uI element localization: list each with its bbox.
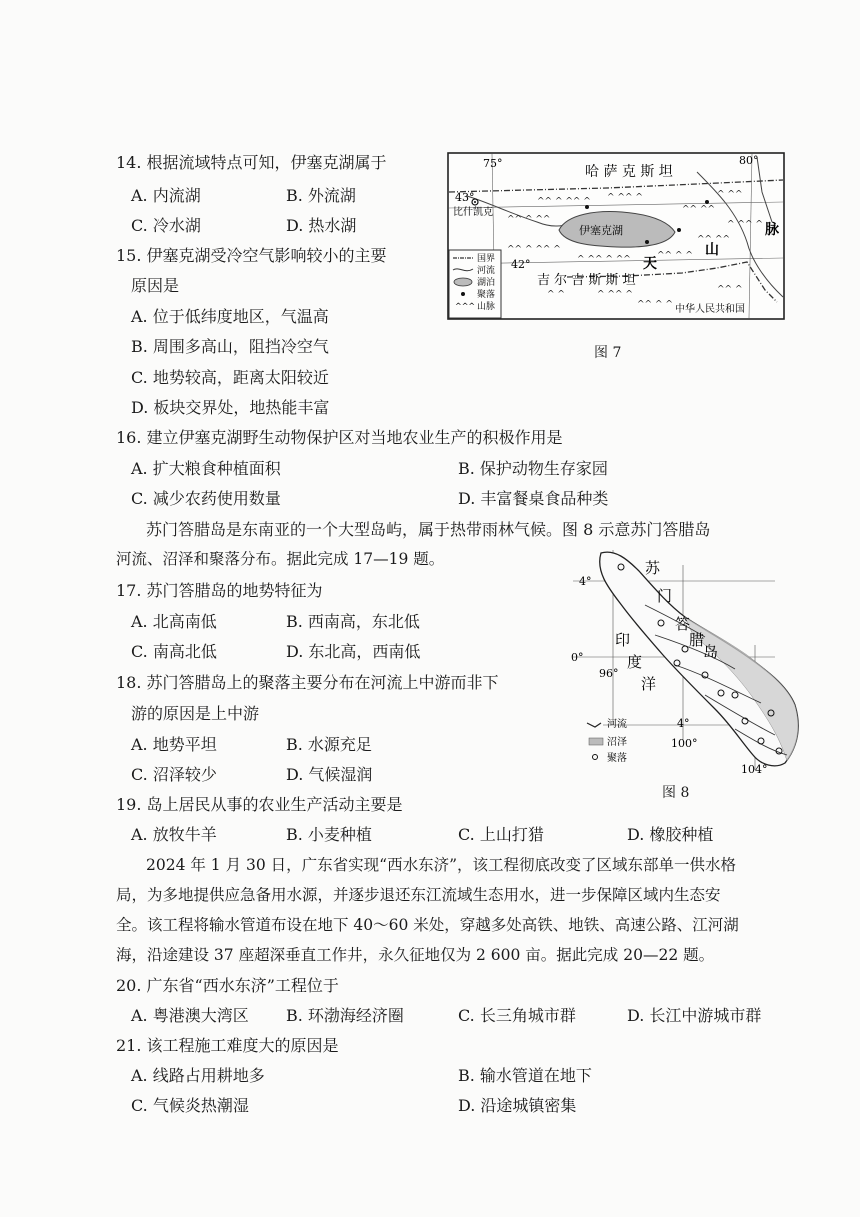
fig8-dao: 岛 — [703, 643, 719, 661]
fig8-legend-settlement: 聚落 — [607, 753, 627, 764]
svg-text:^ ^^ ^: ^ ^^ ^ — [597, 290, 633, 300]
fig8-men: 门 — [657, 587, 673, 605]
fig7-lake-label: 伊塞克湖 — [579, 224, 623, 237]
q15-stem-line1: 15. 伊塞克湖受冷空气影响较小的主要 — [116, 246, 387, 265]
q15-option-d: D. 板块交界处，地热能丰富 — [131, 398, 330, 417]
fig8-su: 苏 — [645, 559, 661, 577]
fig8-lon104: 104° — [741, 763, 768, 776]
q14-option-b: B. 外流湖 — [286, 186, 356, 205]
fig7-lat43: 43° — [455, 191, 475, 204]
fig8-lon96: 96° — [599, 667, 619, 680]
svg-text:^ ^^ ^: ^ ^^ ^ — [607, 193, 643, 203]
settlement-3 — [705, 200, 709, 204]
fig7-shan: 山 — [705, 242, 719, 258]
fig8-lon100: 100° — [671, 737, 698, 750]
q17-option-a: A. 北高南低 — [131, 612, 217, 631]
svg-text:^^ ^ ^: ^^ ^ ^ — [637, 300, 673, 310]
passage2-line3: 全。该工程将输水管道布设在地下 40～60 米处，穿越多处高铁、地铁、高速公路、江河湖 — [116, 916, 739, 934]
fig8-legend-settlement-symbol — [593, 755, 598, 760]
legend-lake-symbol — [454, 278, 472, 286]
q21-stem: 21. 该工程施工难度大的原因是 — [116, 1036, 339, 1055]
fig7-tian: 天 — [643, 256, 657, 272]
q17-stem: 17. 苏门答腊岛的地势特征为 — [116, 581, 323, 600]
q16-stem: 16. 建立伊塞克湖野生动物保护区对当地农业生产的积极作用是 — [116, 428, 563, 447]
svg-text:^ ^^ ^ ^^: ^ ^^ ^ ^^ — [577, 255, 631, 265]
q15-option-b: B. 周围多高山，阻挡冷空气 — [131, 337, 329, 356]
passage2-line1: 2024 年 1 月 30 日，广东省实现“西水东济”，该工程彻底改变了区域东部单一供水格 — [146, 856, 737, 874]
fig8-lat0: 0° — [571, 651, 584, 664]
q17-option-d: D. 东北高，西南低 — [286, 642, 421, 661]
fig8-legend-swamp-symbol — [589, 738, 603, 745]
settlement-1 — [677, 228, 681, 232]
q21-option-a: A. 线路占用耕地多 — [131, 1066, 265, 1085]
svg-text:^^ ^ ^: ^^ ^ ^ — [657, 251, 693, 261]
q19-option-c: C. 上山打猎 — [458, 825, 544, 844]
q18-option-a: A. 地势平坦 — [131, 735, 217, 754]
q21-option-c: C. 气候炎热潮湿 — [131, 1096, 249, 1115]
fig8-legend-river-symbol — [587, 723, 601, 727]
figure7-map — [447, 152, 785, 322]
fig7-legend-river: 河流 — [477, 266, 496, 276]
figure7-caption: 图 7 — [594, 345, 622, 361]
q18-option-c: C. 沼泽较少 — [131, 765, 217, 784]
fig8-yin: 印 — [615, 631, 631, 649]
fig8-da: 答 — [675, 615, 691, 633]
fig8-legend-river: 河流 — [607, 719, 627, 730]
fig7-legend-mountain: 山脉 — [477, 302, 496, 312]
q19-option-b: B. 小麦种植 — [286, 825, 372, 844]
q18-option-b: B. 水源充足 — [286, 735, 372, 754]
q15-option-a: A. 位于低纬度地区，气温高 — [131, 307, 329, 326]
q19-stem: 19. 岛上居民从事的农业生产活动主要是 — [116, 795, 403, 814]
svg-text:^^ ^ ^^ ^: ^^ ^ ^^ ^ — [537, 197, 591, 207]
fig7-mai: 脉 — [765, 222, 779, 238]
q18-option-d: D. 气候湿润 — [286, 765, 373, 784]
svg-text:^ ^: ^ ^ — [547, 290, 565, 300]
passage1-line1: 苏门答腊岛是东南亚的一个大型岛屿，属于热带雨林气候。图 8 示意苏门答腊岛 — [146, 520, 711, 539]
fig8-legend-swamp: 沼泽 — [607, 737, 627, 748]
passage1-line2: 河流、沼泽和聚落分布。据此完成 17—19 题。 — [116, 550, 445, 568]
svg-text:^^ ^: ^^ ^ — [717, 285, 743, 295]
fig7-kyrgyzstan: 吉 尔 吉 斯 斯 坦 — [537, 273, 636, 288]
q16-option-a: A. 扩大粮食种植面积 — [131, 459, 281, 478]
passage2-line2: 局，为多地提供应急备用水源，并逐步退还东江流域生态用水，进一步保障区域内生态安 — [116, 886, 721, 904]
q18-stem-line2: 游的原因是上中游 — [131, 704, 260, 723]
fig8-lat4s: 4° — [677, 717, 690, 730]
q16-option-c: C. 减少农药使用数量 — [131, 489, 281, 508]
passage2-line4: 海，沿途建设 37 座超深垂直工作井，永久征地仅为 2 600 亩。据此完成 20—22 题。 — [116, 946, 715, 964]
svg-text:^ ^^: ^ ^^ — [717, 190, 743, 200]
fig8-lat4n: 4° — [579, 575, 592, 588]
q16-option-d: D. 丰富餐桌食品种类 — [458, 489, 609, 508]
legend-settlement-symbol — [461, 292, 465, 296]
fig7-lat42: 42° — [511, 258, 531, 271]
svg-text:^^ ^^: ^^ ^^ — [697, 235, 731, 245]
q20-option-c: C. 长三角城市群 — [458, 1006, 576, 1025]
q21-option-b: B. 输水管道在地下 — [458, 1066, 592, 1085]
q20-option-a: A. 粤港澳大湾区 — [131, 1006, 249, 1025]
fig7-legend-lake: 湖泊 — [477, 278, 496, 288]
q19-option-a: A. 放牧牛羊 — [131, 825, 217, 844]
svg-text:^ ^^ ^: ^ ^^ ^ — [727, 220, 763, 230]
figure8-map — [565, 545, 805, 777]
q15-stem-line2: 原因是 — [131, 276, 180, 295]
svg-text:^^ ^^: ^^ ^^ — [682, 205, 716, 215]
q19-option-d: D. 橡胶种植 — [627, 825, 714, 844]
q18-stem-line1: 18. 苏门答腊岛上的聚落主要分布在河流上中游而非下 — [116, 673, 499, 692]
settlement-2 — [645, 240, 649, 244]
q17-option-c: C. 南高北低 — [131, 642, 217, 661]
q20-option-b: B. 环渤海经济圈 — [286, 1006, 404, 1025]
svg-text:^^ ^ ^^: ^^ ^ ^^ — [507, 215, 551, 225]
svg-text:^^ ^ ^^ ^: ^^ ^ ^^ ^ — [507, 245, 561, 255]
fig7-china: 中华人民共和国 — [675, 304, 745, 315]
q16-option-b: B. 保护动物生存家园 — [458, 459, 608, 478]
q14-option-c: C. 冷水湖 — [131, 216, 201, 235]
q20-stem: 20. 广东省“西水东济”工程位于 — [116, 976, 339, 995]
q15-option-c: C. 地势较高，距离太阳较近 — [131, 368, 329, 387]
fig7-kazakhstan: 哈 萨 克 斯 坦 — [585, 164, 673, 180]
fig7-lon75: 75° — [483, 157, 503, 170]
fig8-yang: 洋 — [641, 675, 657, 693]
q14-option-a: A. 内流湖 — [131, 186, 201, 205]
q21-option-d: D. 沿途城镇密集 — [458, 1096, 577, 1115]
q17-option-b: B. 西南高，东北低 — [286, 612, 420, 631]
fig7-legend-border: 国界 — [477, 254, 496, 264]
fig7-bishkek: 比什凯克 — [453, 207, 493, 218]
fig7-legend-settlement: 聚落 — [477, 290, 496, 300]
q20-option-d: D. 长江中游城市群 — [627, 1006, 762, 1025]
q14-stem: 14. 根据流域特点可知，伊塞克湖属于 — [116, 153, 387, 172]
fig8-du: 度 — [627, 653, 643, 671]
fig7-lon80: 80° — [739, 154, 759, 167]
q14-option-d: D. 热水湖 — [286, 216, 357, 235]
figure8-caption: 图 8 — [662, 785, 690, 801]
legend-mountain-symbol: ^^^ — [455, 302, 476, 311]
fig8-la: 腊 — [689, 631, 705, 649]
